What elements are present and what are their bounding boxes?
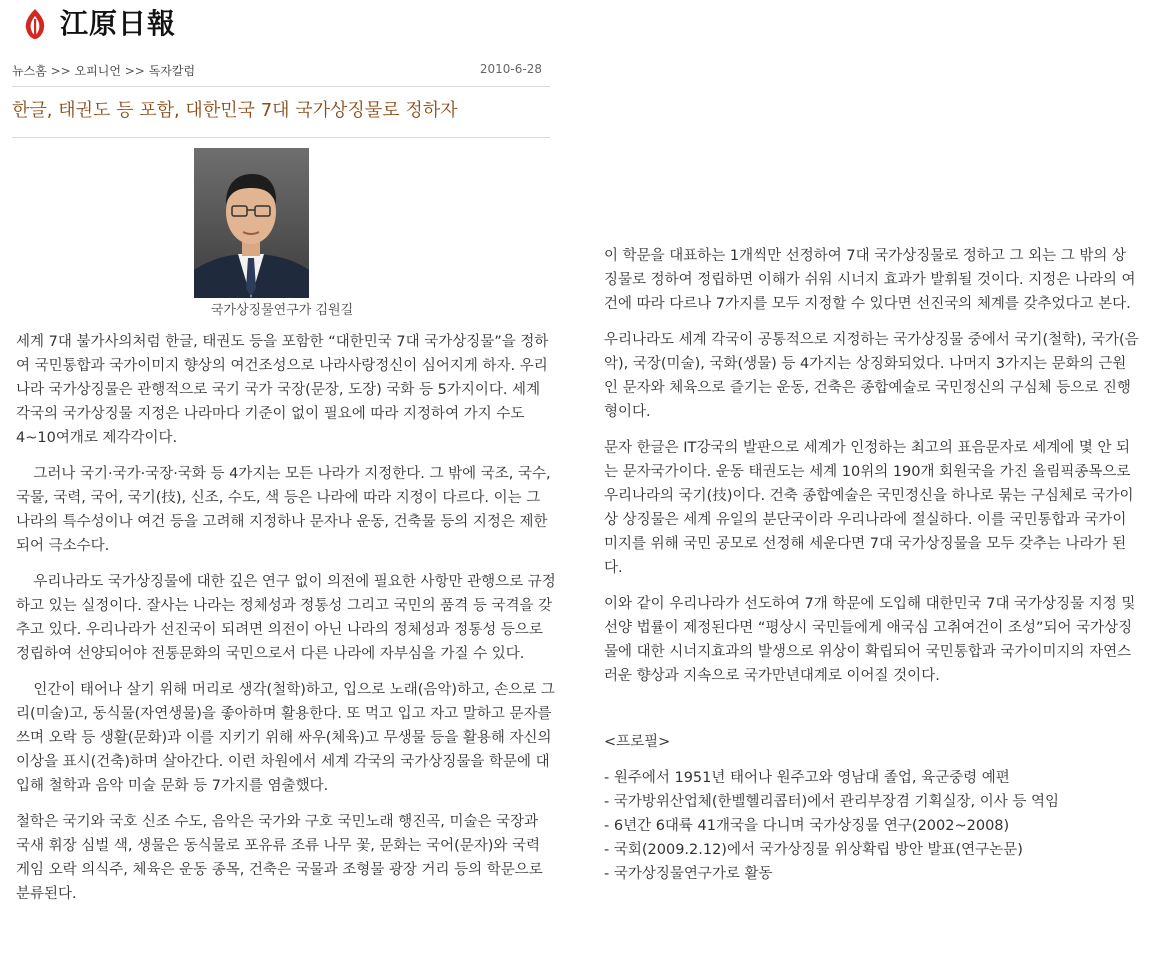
article-body-right: [604, 244, 1139, 886]
profile-list: [604, 766, 1139, 886]
article-paragraph: 인간이 태어나 살기 위해 머리로 생각(철학)하고, 입으로 노래(음악)하고, 손으로 그리(미술)고, 동식물(자연생물)을 좋아하며 활용한다. 또 먹고 입고 자고 말하고 문자를 쓰며 오락 등 생활(문화)과 이를 지키기 위해 싸우(체육)고 무생물 등을 활용해 자신의 이상을 표시(건축)하며 살아간다. 이런 차원에서 세계 각국의 국가상징물을 학문에 대입해 철학과 음악 미술 문화 등 7가지를 염출했다.: [16, 682, 555, 794]
photo-caption: 국가상징물연구가 김원길: [210, 303, 354, 318]
article-paragraph: 이 학문을 대표하는 1개씩만 선정하여 7대 국가상징물로 정하고 그 외는 그 밖의 상징물로 정하여 정립하면 이해가 쉬워 시너지 효과가 발휘될 것이다. 지정은 나라의 여건에 따라 다르나 7가지를 모두 지정할 수 있다면 선진국의 체계를 갖추었다고 본다.: [604, 248, 1136, 312]
profile-item: - 6년간 6대륙 41개국을 다니며 국가상징물 연구(2002~2008): [604, 818, 1010, 834]
article-paragraph: 문자 한글은 IT강국의 발판으로 세계가 인정하는 최고의 표음문자로 세계에 몇 안 되는 문자국가이다. 운동 태권도는 세계 10위의 190개 회원국을 가진 올림픽종목으로 우리나라의 국기(技)이다. 건축 종합예술은 국민정신을 하나로 묶는 구심체로 국가이상 상징물은 세계 유일의 분단국이라 우리나라에 절실하다. 이를 국민통합과 국가이미지를 위해 국민 공모로 선정해 세운다면 7대 국가상징물을 모두 갖추는 나라가 된다.: [604, 440, 1134, 576]
divider: [12, 86, 550, 87]
profile-item: - 국가상징물연구가로 활동: [604, 866, 773, 882]
author-profile: [604, 730, 1139, 886]
profile-item: - 국회(2009.2.12)에서 국가상징물 위상확립 방안 발표(연구논문): [604, 842, 1023, 858]
article-paragraph: 그러나 국기·국가·국장·국화 등 4가지는 모든 나라가 지정한다. 그 밖에 국조, 국수, 국물, 국력, 국어, 국기(技), 신조, 수도, 색 등은 나라에 따라 지정이 다르다. 이는 그 나라의 특수성이나 여건 등을 고려해 지정하나 문자나 운동, 건축물 등의 지정은 제한되어 극소수다.: [16, 466, 551, 554]
article-paragraph: 이와 같이 우리나라가 선도하여 7개 학문에 도입해 대한민국 7대 국가상징물 지정 및 선양 법률이 제정된다면 “평상시 국민들에게 애국심 고취여건이 조성”되어 국가상징물에 대한 시너지효과의 발생으로 위상이 확립되어 국민통합과 국가이미지의 자연스러운 향상과 지속으로 국가만년대계로 이어질 것이다.: [604, 596, 1136, 684]
article-paragraph: 우리나라도 세계 각국이 공통적으로 지정하는 국가상징물 중에서 국기(철학), 국가(음악), 국장(미술), 국화(생물) 등 4가지는 상징화되었다. 나머지 3가지는 문화의 근원인 문자와 체육으로 즐기는 운동, 건축은 종합예술로 국민정신의 구심체 등으로 진행형이다.: [604, 332, 1139, 420]
profile-heading: <프로필>: [604, 734, 671, 750]
breadcrumb-news-home[interactable]: 뉴스홈: [12, 64, 47, 78]
article-headline: 한글, 태권도 등 포함, 대한민국 7대 국가상징물로 정하자: [12, 100, 458, 121]
profile-item: - 원주에서 1951년 태어나 원주고와 영남대 졸업, 육군중령 예편: [604, 770, 1010, 786]
breadcrumb-separator: >>: [50, 64, 71, 78]
flame-logo-icon: [20, 7, 50, 41]
author-photo: [194, 148, 309, 298]
breadcrumb: [12, 62, 550, 82]
article-paragraph: 세계 7대 불가사의처럼 한글, 태권도 등을 포함한 “대한민국 7대 국가상징물”을 정하여 국민통합과 국가이미지 향상의 여건조성으로 나라사랑정신이 심어지게 하자. 우리나라 국가상징물은 관행적으로 국기 국가 국장(문장, 도장) 국화 등 5가지이다. 세계 각국의 국가상징물 지정은 나라마다 기준이 없이 필요에 따라 지정하여 가지 수도 4~10여개로 제각각이다.: [16, 334, 549, 446]
article-paragraph: 우리나라도 국가상징물에 대한 깊은 연구 없이 의전에 필요한 사항만 관행으로 규정하고 있는 실정이다. 잘사는 나라는 정체성과 정통성 그리고 국민의 품격 등 국격을 갖추고 있다. 우리나라가 선진국이 되려면 의전이 아닌 나라의 정체성과 정통성 등으로 정립하여 선양되어야 전통문화의 국민으로서 다른 나라에 자부심을 가질 수 있다.: [16, 574, 556, 662]
newspaper-name: 江原日報: [60, 7, 177, 40]
article-body-left: [16, 330, 556, 918]
profile-item: - 국가방위산업체(한벨헬리콥터)에서 관리부장겸 기획실장, 이사 등 역임: [604, 794, 1060, 810]
newspaper-logo[interactable]: [20, 6, 176, 42]
divider: [12, 137, 550, 138]
breadcrumb-reader-column[interactable]: 독자칼럼: [148, 64, 196, 78]
article-date: 2010-6-28: [479, 62, 542, 76]
breadcrumb-separator: >>: [124, 64, 145, 78]
article-paragraph: 철학은 국기와 국호 신조 수도, 음악은 국가와 구호 국민노래 행진곡, 미술은 국장과 국새 휘장 심벌 색, 생물은 동식물로 포유류 조류 나무 꽃, 문화는 국어(문자)와 국력 게임 오락 의식주, 체육은 운동 종목, 건축은 국물과 조형물 광장 거리 등의 학문으로 분류된다.: [16, 814, 543, 902]
breadcrumb-opinion[interactable]: 오피니언: [74, 64, 121, 78]
